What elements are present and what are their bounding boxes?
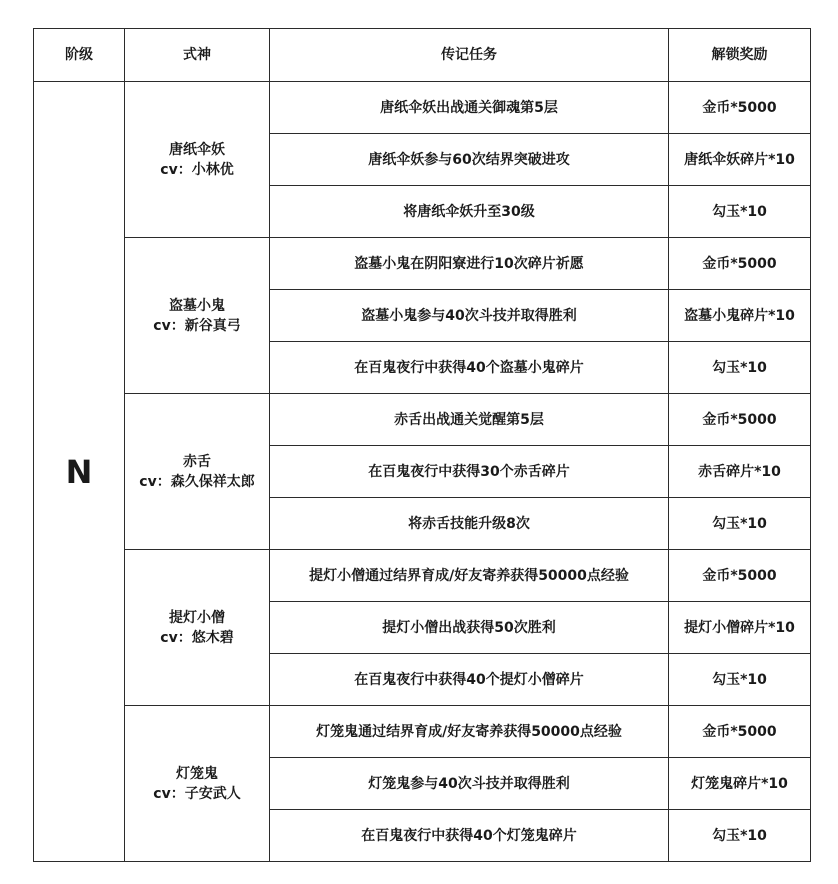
- quest-cell: 在百鬼夜行中获得40个提灯小僧碎片: [270, 654, 669, 706]
- shikigami-cv: cv：悠木碧: [160, 629, 234, 646]
- quest-cell: 盗墓小鬼在阴阳寮进行10次碎片祈愿: [270, 238, 669, 290]
- quest-cell: 盗墓小鬼参与40次斗技并取得胜利: [270, 290, 669, 342]
- reward-cell: 勾玉*10: [669, 654, 811, 706]
- reward-cell: 灯笼鬼碎片*10: [669, 758, 811, 810]
- shikigami-cv: cv：子安武人: [153, 785, 241, 802]
- shikigami-biography-table: [33, 28, 811, 862]
- shikigami-cell: [125, 706, 270, 862]
- quest-cell: 将赤舌技能升级8次: [270, 498, 669, 550]
- shikigami-name: 灯笼鬼: [176, 765, 218, 782]
- shikigami-cell: [125, 238, 270, 394]
- quest-cell: 灯笼鬼通过结界育成/好友寄养获得50000点经验: [270, 706, 669, 758]
- reward-cell: 金币*5000: [669, 238, 811, 290]
- quest-cell: 提灯小僧出战获得50次胜利: [270, 602, 669, 654]
- shikigami-cv: cv：新谷真弓: [153, 317, 241, 334]
- quest-cell: 灯笼鬼参与40次斗技并取得胜利: [270, 758, 669, 810]
- table-row: [34, 394, 811, 446]
- header-reward: 解锁奖励: [669, 29, 811, 82]
- reward-cell: 勾玉*10: [669, 186, 811, 238]
- quest-cell: 提灯小僧通过结界育成/好友寄养获得50000点经验: [270, 550, 669, 602]
- quest-cell: 赤舌出战通关觉醒第5层: [270, 394, 669, 446]
- header-quest: 传记任务: [270, 29, 669, 82]
- quest-cell: 唐纸伞妖参与60次结界突破进攻: [270, 134, 669, 186]
- shikigami-name: 盗墓小鬼: [169, 297, 225, 314]
- header-shikigami: 式神: [125, 29, 270, 82]
- header-tier: 阶级: [34, 29, 125, 82]
- table-row: [34, 706, 811, 758]
- table-row: [34, 238, 811, 290]
- shikigami-cell: [125, 550, 270, 706]
- shikigami-name: 提灯小僧: [169, 609, 225, 626]
- shikigami-name: 赤舌: [183, 453, 211, 470]
- quest-cell: 在百鬼夜行中获得30个赤舌碎片: [270, 446, 669, 498]
- reward-cell: 勾玉*10: [669, 810, 811, 862]
- quest-cell: 在百鬼夜行中获得40个盗墓小鬼碎片: [270, 342, 669, 394]
- reward-cell: 勾玉*10: [669, 342, 811, 394]
- shikigami-cell: [125, 394, 270, 550]
- reward-cell: 金币*5000: [669, 82, 811, 134]
- shikigami-name: 唐纸伞妖: [169, 141, 225, 158]
- table-row: [34, 82, 811, 134]
- reward-cell: 唐纸伞妖碎片*10: [669, 134, 811, 186]
- reward-cell: 提灯小僧碎片*10: [669, 602, 811, 654]
- shikigami-cell: [125, 82, 270, 238]
- table-header: [34, 29, 811, 82]
- reward-cell: 盗墓小鬼碎片*10: [669, 290, 811, 342]
- tier-cell: N: [34, 82, 125, 862]
- reward-cell: 金币*5000: [669, 394, 811, 446]
- reward-cell: 金币*5000: [669, 550, 811, 602]
- quest-cell: 将唐纸伞妖升至30级: [270, 186, 669, 238]
- shikigami-cv: cv：小林优: [160, 161, 234, 178]
- quest-cell: 在百鬼夜行中获得40个灯笼鬼碎片: [270, 810, 669, 862]
- shikigami-cv: cv：森久保祥太郎: [139, 473, 255, 490]
- table-row: [34, 550, 811, 602]
- reward-cell: 赤舌碎片*10: [669, 446, 811, 498]
- table-body: [34, 82, 811, 862]
- reward-cell: 金币*5000: [669, 706, 811, 758]
- quest-cell: 唐纸伞妖出战通关御魂第5层: [270, 82, 669, 134]
- reward-cell: 勾玉*10: [669, 498, 811, 550]
- header-row: [34, 29, 811, 82]
